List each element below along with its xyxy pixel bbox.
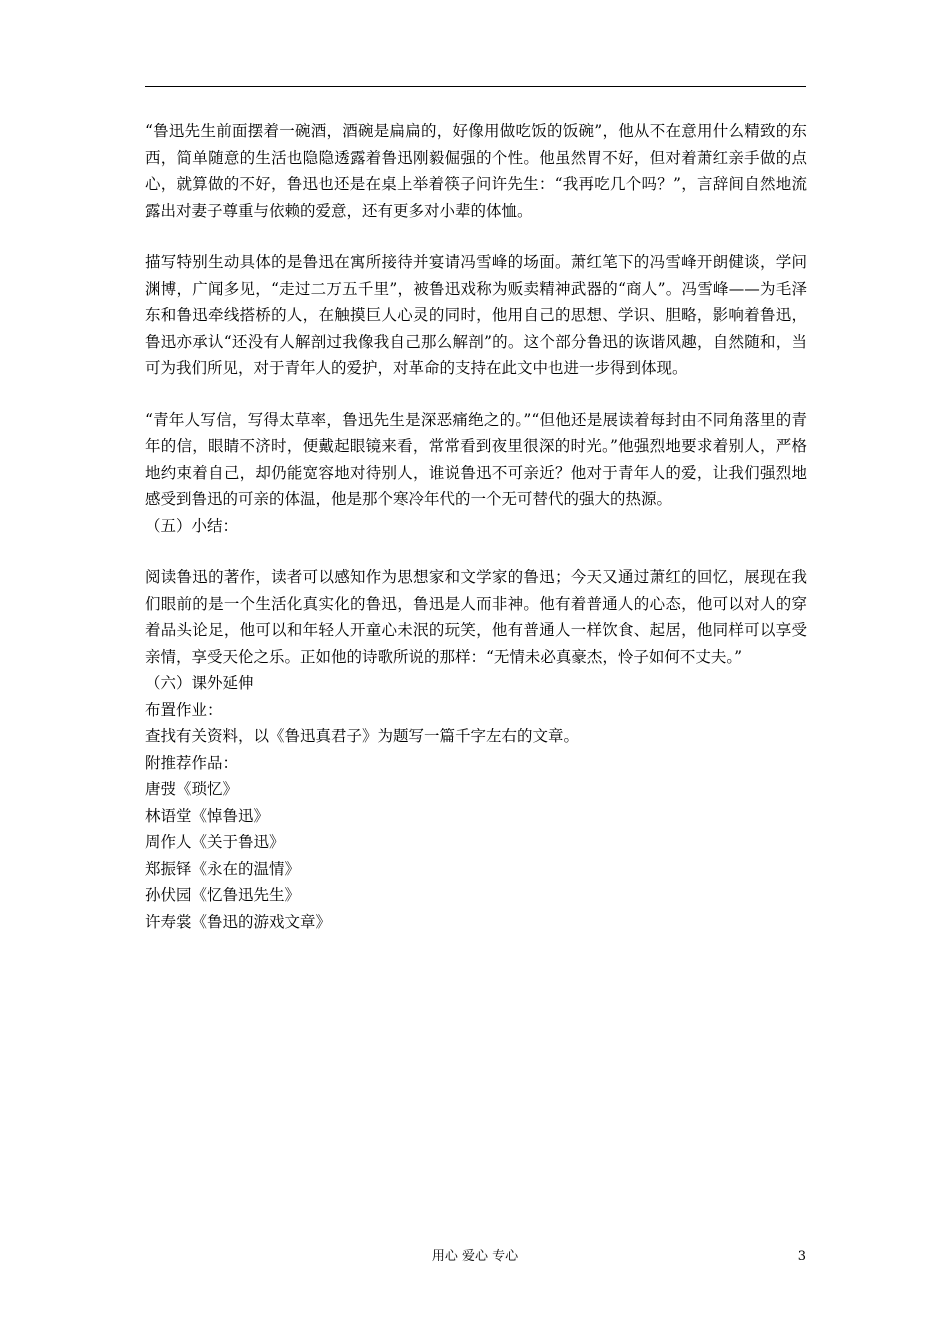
- recommended-work-item: 林语堂《悼鲁迅》: [145, 806, 270, 825]
- page-number: 3: [797, 1249, 806, 1264]
- document-body: [145, 118, 807, 935]
- paragraph-lu-xun-wine: “鲁迅先生前面摆着一碗酒，酒碗是扁扁的，好像用做吃饭的饭碗”，他从不在意用什么精致的东西，简单随意的生活也隐隐透露着鲁迅刚毅倔强的个性。他虽然胃不好，但对着萧红亲手做的点心，就算做的不好，鲁迅也还是在桌上举着筷子问许先生：“我再吃几个吗？”，言辞间自然地流露出对妻子尊重与依赖的爱意，还有更多对小辈的体恤。: [145, 122, 807, 220]
- footer-slogan: 用心 爱心 专心: [431, 1249, 519, 1264]
- recommended-label: 附推荐作品：: [145, 753, 239, 772]
- recommended-work-item: 孙伏园《忆鲁迅先生》: [145, 886, 301, 904]
- recommended-work-item: 郑振铎《永在的温情》: [145, 859, 301, 878]
- recommended-work-item: 许寿裳《鲁迅的游戏文章》: [145, 912, 332, 931]
- section-heading-summary: （五）小结：: [145, 516, 239, 535]
- paragraph-feng-xuefeng: 描写特别生动具体的是鲁迅在寓所接待并宴请冯雪峰的场面。萧红笔下的冯雪峰开朗健谈，学问渊博，广闻多见，“走过二万五千里”，被鲁迅戏称为贩卖精神武器的“商人”。冯雪峰——为毛泽东和鲁迅牵线搭桥的人，在触摸巨人心灵的同时，他用自己的思想、学识、胆略，影响着鲁迅，鲁迅亦承认“还没有人解剖过我像我自己那么解剖”的。这个部分鲁迅的诙谐风趣，自然随和，当可为我们所见，对于青年人的爱护，对革命的支持在此文中也进一步得到体现。: [145, 253, 807, 377]
- recommended-work-item: 唐弢《琐忆》: [145, 780, 239, 798]
- homework-task: 查找有关资料，以《鲁迅真君子》为题写一篇千字左右的文章。: [145, 727, 580, 745]
- paragraph-summary: 阅读鲁迅的著作，读者可以感知作为思想家和文学家的鲁迅；今天又通过萧红的回忆，展现在我们眼前的是一个生活化真实化的鲁迅，鲁迅是人而非神。他有着普通人的心态，他可以对人的穿着品头论足，他可以和年轻人开童心未泯的玩笑，他有普通人一样饮食、起居，他同样可以享受亲情，享受天伦之乐。正如他的诗歌所说的那样：“无情未必真豪杰，怜子如何不丈夫。”: [145, 568, 807, 666]
- homework-label: 布置作业：: [145, 700, 223, 719]
- recommended-work-item: 周作人《关于鲁迅》: [145, 833, 285, 851]
- paragraph-youth-letters: “青年人写信，写得太草率，鲁迅先生是深恶痛绝之的。”“但他还是展读着每封由不同角落里的青年的信，眼睛不济时，便戴起眼镜来看，常常看到夜里很深的时光。”他强烈地要求着别人，严格地约束着自己，却仍能宽容地对待别人，谁说鲁迅不可亲近？他对于青年人的爱，让我们强烈地感受到鲁迅的可亲的体温，他是那个寒冷年代的一个无可替代的强大的热源。: [145, 410, 807, 508]
- header-rule: [145, 86, 806, 87]
- section-heading-extension: （六）课外延伸: [145, 674, 254, 692]
